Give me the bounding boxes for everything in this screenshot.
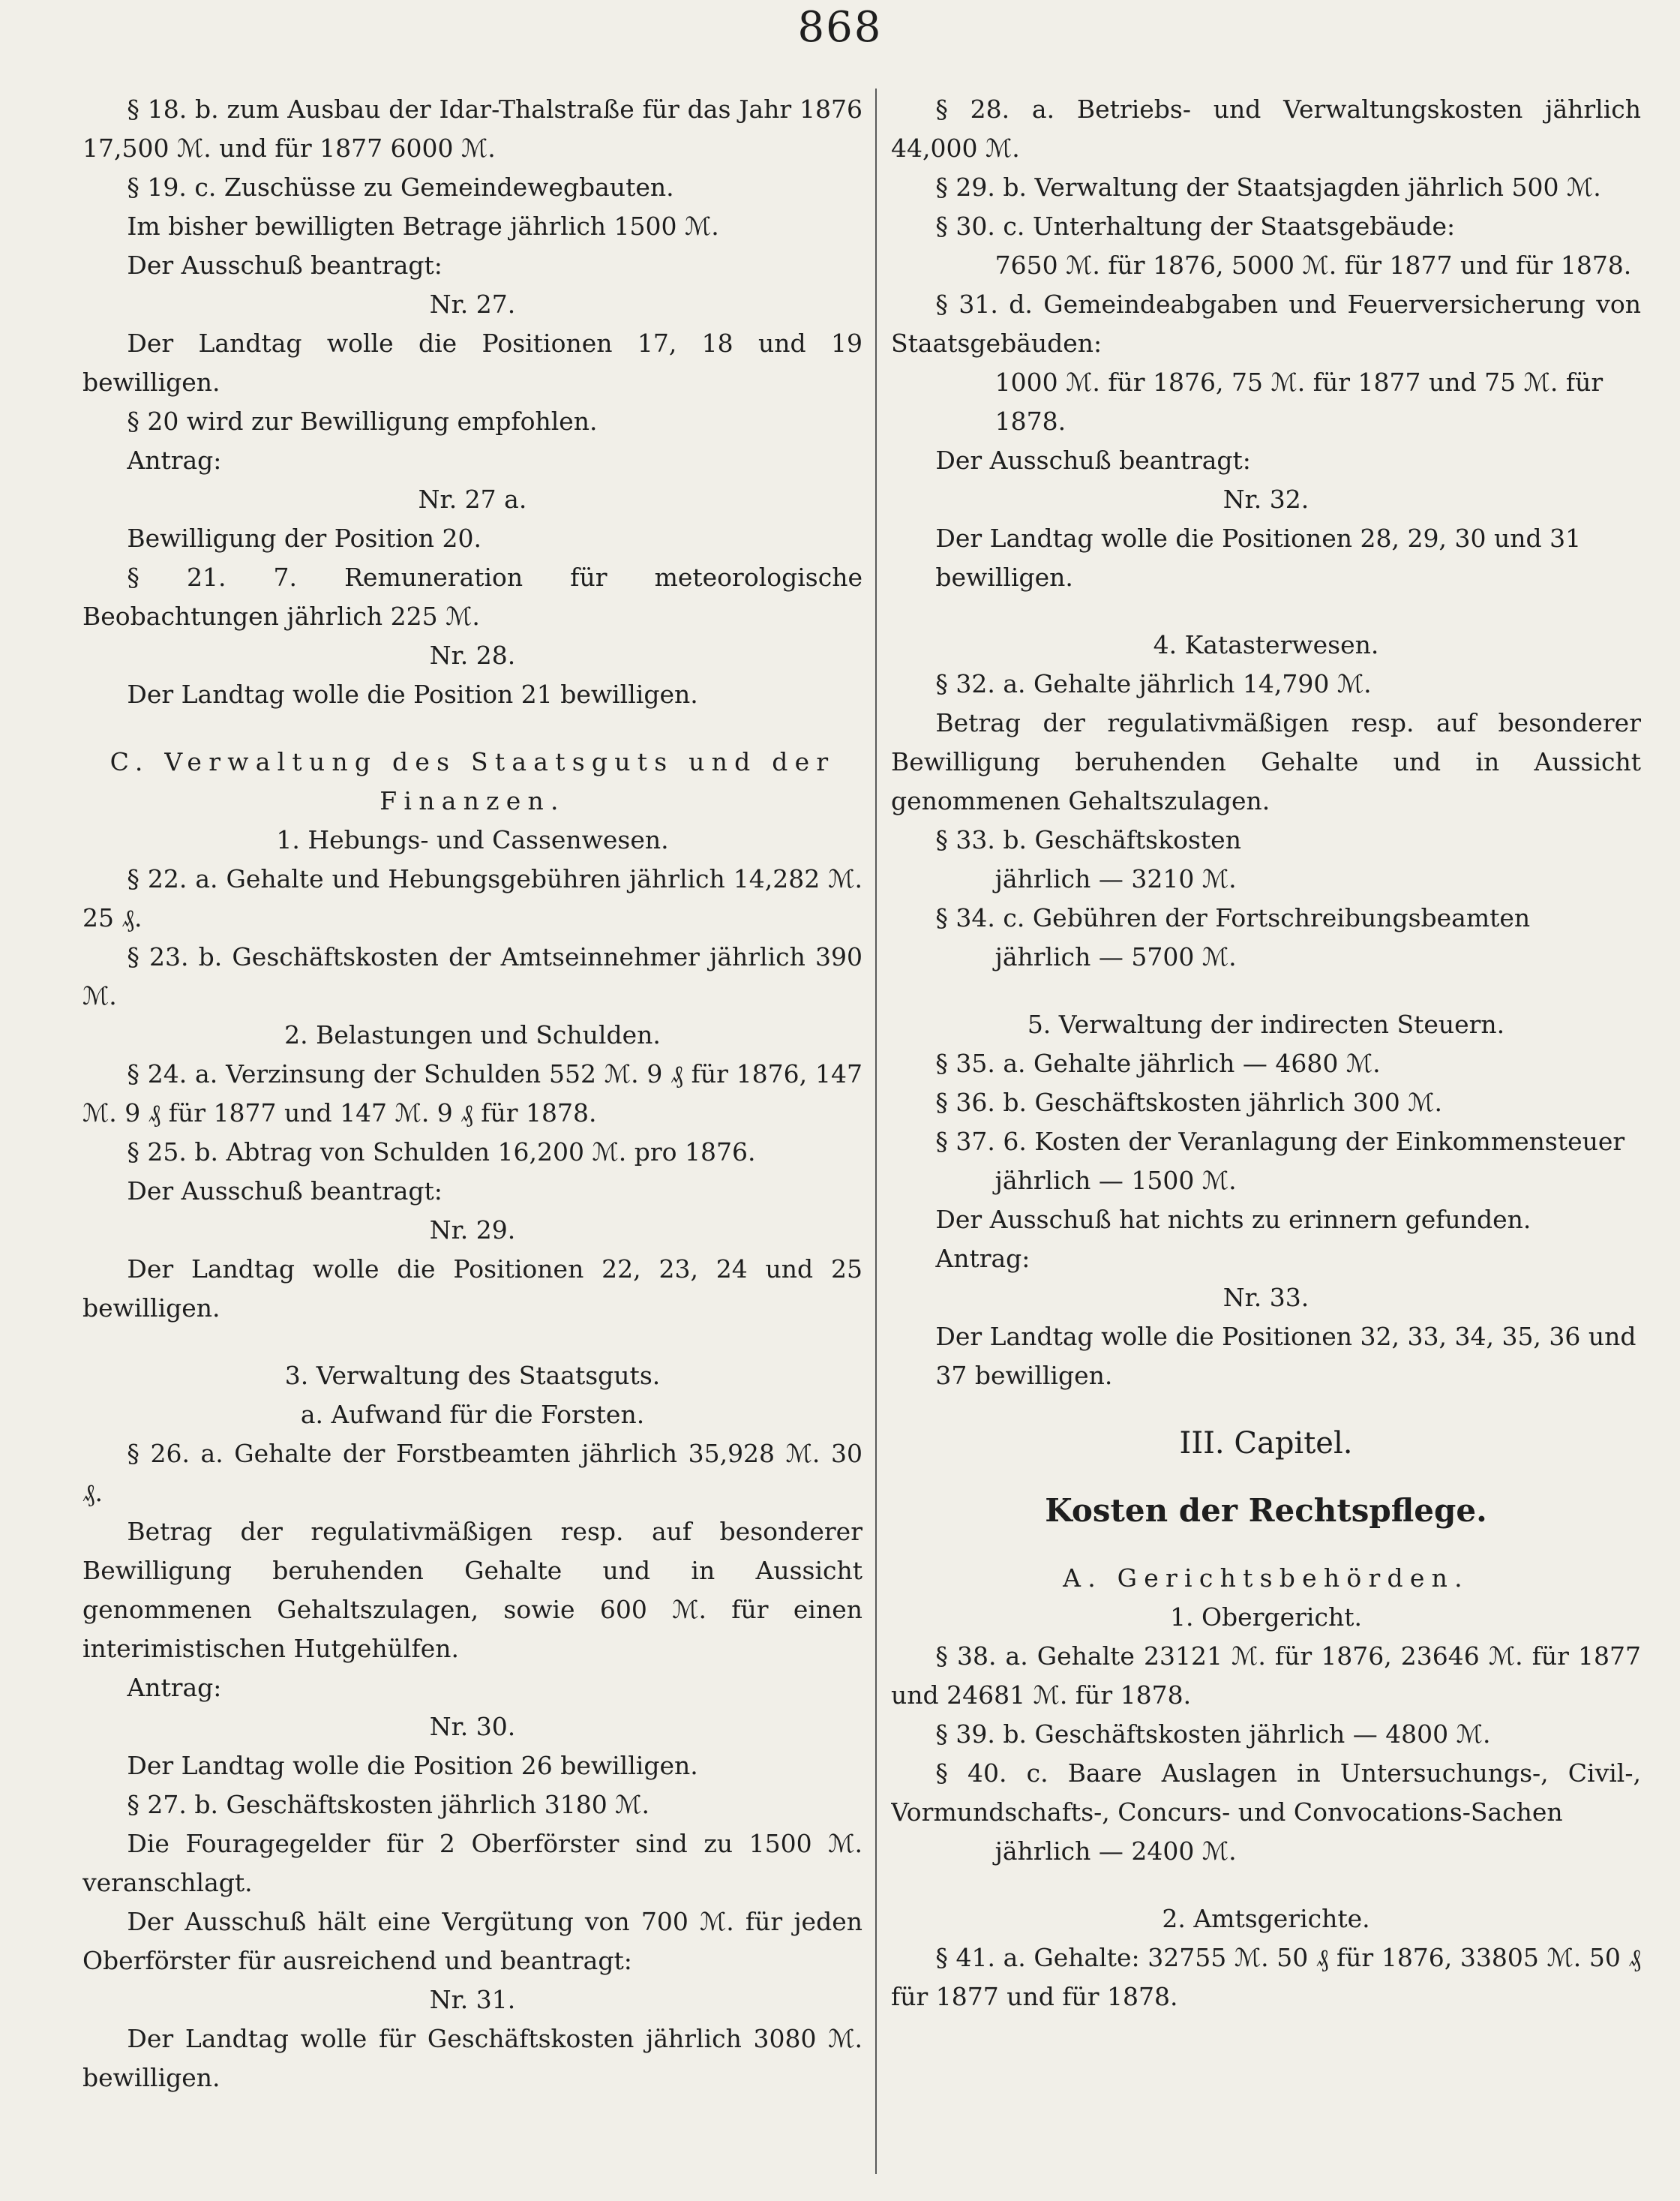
left-line: Die Fouragegelder für 2 Oberförster sind zu 1500 ℳ. veranschlagt. [82, 1829, 862, 1897]
right-line: § 35. a. Gehalte jährlich — 4680 ℳ. [935, 1049, 1381, 1078]
left-line: Der Ausschuß beantragt: [127, 251, 442, 280]
right-line: Nr. 33. [1222, 1283, 1310, 1312]
left-line: Nr. 30. [429, 1712, 516, 1741]
spacer [891, 1463, 1641, 1491]
right-line: Der Ausschuß beantragt: [935, 446, 1251, 475]
left-line: Der Ausschuß beantragt: [127, 1176, 442, 1206]
right-line: § 39. b. Geschäftskosten jährlich — 4800 ℳ. [935, 1719, 1491, 1749]
left-line: § 19. c. Zuschüsse zu Gemeindewegbauten. [127, 173, 674, 202]
left-line: a. Aufwand für die Forsten. [300, 1400, 645, 1429]
spacer [82, 1328, 862, 1356]
right-line: § 38. a. Gehalte 23121 ℳ. für 1876, 23646 ℳ. für 1877 und 24681 ℳ. für 1878. [891, 1641, 1641, 1710]
left-line: Der Landtag wolle die Position 21 bewilligen. [127, 680, 698, 709]
right-line: jährlich — 5700 ℳ. [994, 942, 1237, 971]
left-line: § 20 wird zur Bewilligung empfohlen. [127, 407, 598, 436]
right-line: jährlich — 1500 ℳ. [994, 1166, 1237, 1195]
right-line: 1. Obergericht. [1170, 1602, 1362, 1632]
right-column [891, 90, 1641, 2190]
right-line: Nr. 32. [1222, 485, 1310, 514]
left-line: Nr. 27 a. [418, 485, 527, 514]
right-line: Kosten der Rechtspflege. [1045, 1492, 1487, 1529]
left-line: Nr. 28. [429, 641, 516, 670]
spacer [891, 1871, 1641, 1899]
left-line: Antrag: [127, 1673, 222, 1702]
left-line: 3. Verwaltung des Staatsguts. [284, 1361, 661, 1390]
left-line: Der Landtag wolle die Positionen 17, 18 und 19 bewilligen. [82, 329, 862, 397]
right-line: § 40. c. Baare Auslagen in Untersuchungs-, Civil-, Vormundschafts-, Concurs- und Convocations-Sachen [891, 1758, 1641, 1827]
left-line: Nr. 29. [429, 1215, 516, 1245]
left-line: § 22. a. Gehalte und Hebungsgebühren jährlich 14,282 ℳ. 25 ₰. [82, 864, 862, 932]
left-line: Der Ausschuß hält eine Vergütung von 700 ℳ. für jeden Oberförster für ausreichend und beantragt: [82, 1907, 862, 1975]
right-line: Der Ausschuß hat nichts zu erinnern gefunden. [935, 1205, 1532, 1234]
left-line: Nr. 27. [429, 290, 516, 319]
right-line: jährlich — 3210 ℳ. [994, 864, 1237, 893]
left-line: Im bisher bewilligten Betrage jährlich 1500 ℳ. [127, 212, 719, 241]
left-line: § 18. b. zum Ausbau der Idar-Thalstraße für das Jahr 1876 17,500 ℳ. und für 1877 6000 ℳ. [82, 95, 862, 163]
right-line: 4. Katasterwesen. [1153, 630, 1379, 659]
right-line: § 28. a. Betriebs- und Verwaltungskosten jährlich 44,000 ℳ. [891, 95, 1641, 163]
left-line: Nr. 31. [429, 1985, 516, 2014]
right-line: Der Landtag wolle die Positionen 28, 29, 30 und 31 bewilligen. [935, 524, 1582, 592]
left-line: § 26. a. Gehalte der Forstbeamten jährlich 35,928 ℳ. 30 ₰. [82, 1439, 862, 1507]
right-line: 2. Amtsgerichte. [1162, 1904, 1370, 1933]
right-line: § 36. b. Geschäftskosten jährlich 300 ℳ. [935, 1088, 1442, 1117]
right-line: Der Landtag wolle die Positionen 32, 33, 34, 35, 36 und 37 bewilligen. [935, 1322, 1636, 1390]
right-line: § 31. d. Gemeindeabgaben und Feuerversicherung von Staatsgebäuden: [891, 290, 1641, 358]
right-line: § 30. c. Unterhaltung der Staatsgebäude: [935, 212, 1456, 241]
right-line: jährlich — 2400 ℳ. [994, 1836, 1237, 1866]
spacer [891, 1395, 1641, 1424]
right-line: 1000 ℳ. für 1876, 75 ℳ. für 1877 und 75 ℳ. für 1878. [994, 368, 1604, 436]
right-line: § 41. a. Gehalte: 32755 ℳ. 50 ₰ für 1876, 33805 ℳ. 50 ₰ für 1877 und für 1878. [891, 1943, 1641, 2011]
right-line: § 33. b. Geschäftskosten [935, 825, 1241, 854]
left-line: Der Landtag wolle für Geschäftskosten jährlich 3080 ℳ. bewilligen. [82, 2024, 862, 2092]
right-line: Betrag der regulativmäßigen resp. auf besonderer Bewilligung beruhenden Gehalte und in Aussicht genommenen Gehaltszulagen. [891, 708, 1641, 815]
spacer [82, 714, 862, 743]
right-line: 7650 ℳ. für 1876, 5000 ℳ. für 1877 und für 1878. [994, 251, 1632, 280]
left-line: § 27. b. Geschäftskosten jährlich 3180 ℳ. [127, 1790, 650, 1819]
page-number: 868 [797, 3, 883, 52]
left-line: 2. Belastungen und Schulden. [284, 1020, 661, 1049]
right-line: Antrag: [935, 1244, 1030, 1273]
right-line: A. Gerichtsbehörden. [1063, 1563, 1469, 1593]
left-line: Der Landtag wolle die Position 26 bewilligen. [127, 1751, 698, 1780]
left-line: § 23. b. Geschäftskosten der Amtseinnehmer jährlich 390 ℳ. [82, 942, 862, 1010]
left-line: C. Verwaltung des Staatsguts und der Finanzen. [110, 747, 836, 815]
left-line: § 24. a. Verzinsung der Schulden 552 ℳ. 9 ₰ für 1876, 147 ℳ. 9 ₰ für 1877 und 147 ℳ. 9 ₰ für 1878. [82, 1059, 862, 1128]
right-line: § 32. a. Gehalte jährlich 14,790 ℳ. [935, 669, 1372, 698]
spacer [891, 977, 1641, 1005]
right-line: 5. Verwaltung der indirecten Steuern. [1027, 1010, 1505, 1039]
right-line: § 29. b. Verwaltung der Staatsjagden jährlich 500 ℳ. [935, 173, 1601, 202]
left-line: 1. Hebungs- und Cassenwesen. [276, 825, 669, 854]
left-line: Antrag: [127, 446, 222, 475]
right-line: III. Capitel. [1179, 1426, 1353, 1461]
right-line: § 37. 6. Kosten der Veranlagung der Einkommensteuer [935, 1127, 1625, 1156]
left-line: Bewilligung der Position 20. [127, 524, 482, 553]
left-line: Der Landtag wolle die Positionen 22, 23, 24 und 25 bewilligen. [82, 1254, 862, 1323]
column-divider [875, 89, 877, 2174]
left-line: Betrag der regulativmäßigen resp. auf besonderer Bewilligung beruhenden Gehalte und in Aussicht genommenen Gehaltszulagen, sowie 600 ℳ. für einen interimistischen Hutgehülfen. [82, 1517, 862, 1663]
spacer [891, 1530, 1641, 1559]
spacer [891, 597, 1641, 626]
right-line: § 34. c. Gebühren der Fortschreibungsbeamten [935, 903, 1531, 932]
left-column [82, 90, 862, 2190]
left-line: § 25. b. Abtrag von Schulden 16,200 ℳ. pro 1876. [127, 1137, 756, 1167]
left-line: § 21. 7. Remuneration für meteorologische Beobachtungen jährlich 225 ℳ. [82, 563, 862, 631]
